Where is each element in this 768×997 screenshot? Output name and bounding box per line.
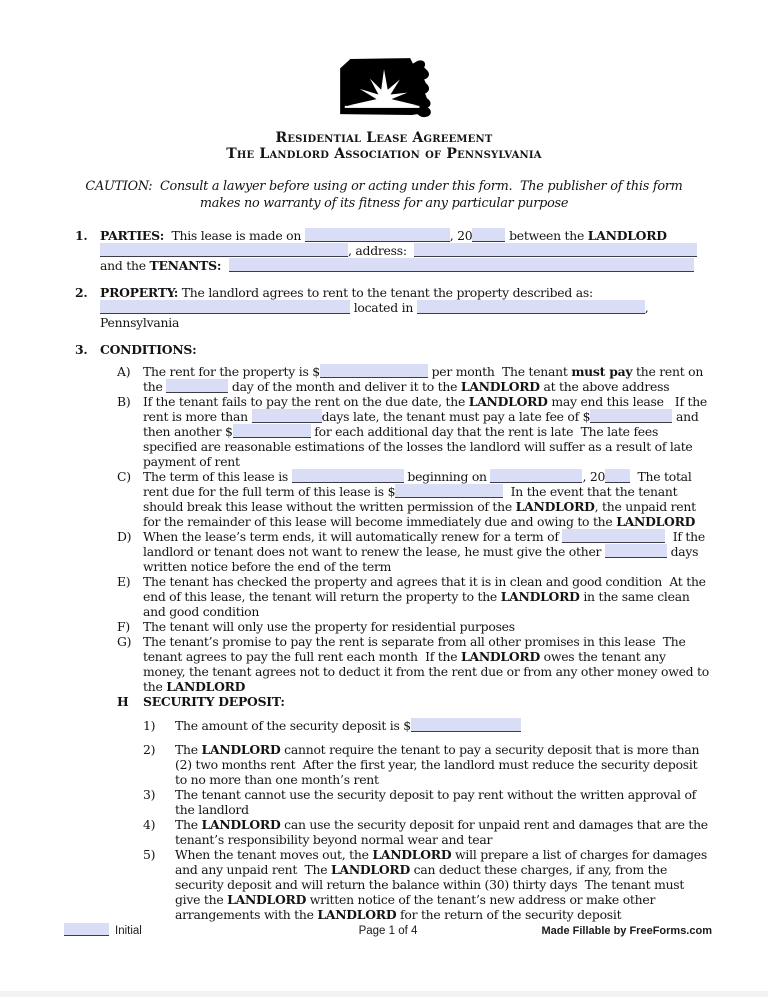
fill-field[interactable] — [292, 469, 404, 483]
fill-field[interactable] — [605, 544, 667, 558]
item-marker: A) — [117, 364, 131, 379]
text-run: LANDLORD — [201, 817, 281, 832]
fill-field[interactable] — [411, 718, 521, 732]
text-run: days late, the tenant must pay a late fee of $ — [321, 409, 591, 424]
text-run — [221, 258, 228, 273]
parties-paragraph — [100, 228, 710, 273]
caution-text: CAUTION: Consult a lawyer before using or acting under this form. The publisher of this form makes no warranty of its fitness for any particular purpose — [85, 179, 687, 211]
fill-field[interactable] — [395, 484, 503, 498]
text-run: If the tenant fails to pay the rent on the due date, the — [143, 394, 469, 409]
text-run: LANDLORD — [317, 907, 397, 922]
text-run: The term of this lease is — [143, 469, 292, 484]
item-marker: 5) — [143, 847, 156, 862]
item-marker: G) — [117, 634, 132, 649]
text-run: PARTIES: — [100, 228, 165, 243]
item-marker: D) — [117, 529, 132, 544]
subitem-text — [175, 718, 521, 733]
item-marker: F) — [117, 619, 130, 634]
text-run: LANDLORD — [500, 589, 580, 604]
text-run: cannot require the tenant to pay a security deposit that is more than (2) two months rent After the first year, the landlord must reduce the security deposit to no more than one month’s rent — [175, 742, 703, 787]
item-marker: C) — [117, 469, 131, 484]
condition-text — [143, 529, 710, 574]
item-marker: 2) — [143, 742, 156, 757]
condition-item-c — [100, 469, 710, 529]
footer-initial-area — [64, 923, 280, 939]
condition-text — [143, 619, 515, 634]
text-run: LANDLORD — [201, 742, 281, 757]
text-run: days written notice before the end of the term — [143, 544, 702, 574]
condition-text — [143, 364, 710, 394]
subitem-text — [175, 847, 710, 922]
item-marker: H — [117, 694, 129, 709]
condition-item-b — [100, 394, 710, 469]
text-run: LANDLORD — [460, 379, 540, 394]
text-run: If the landlord or tenant does not want to renew the lease, he must give the other — [143, 529, 709, 559]
text-run: TENANTS: — [149, 258, 222, 273]
text-run: When the tenant moves out, the — [175, 847, 373, 862]
text-run: may end this lease If the rent is more than — [143, 394, 711, 424]
text-run: When the lease’s term ends, it will automatically renew for a term of — [143, 529, 563, 544]
initial-fill-field[interactable] — [64, 923, 109, 936]
section-number: 2. — [75, 285, 88, 300]
text-run: LANDLORD — [515, 499, 595, 514]
subitem-text — [175, 742, 710, 787]
condition-text — [143, 634, 713, 694]
text-run: LANDLORD — [372, 847, 452, 862]
text-run: The landlord agrees to rent to the tenant the property described as: — [178, 285, 597, 300]
subitem-text — [175, 787, 710, 817]
security-deposit-item-4 — [100, 817, 710, 847]
text-run: located in — [350, 300, 417, 315]
condition-item-e — [100, 574, 710, 619]
text-run: The tenant’s promise to pay the rent is separate from all other promises in this lease The tenant agrees to pay the full rent each month If the — [143, 634, 690, 664]
security-deposit-item-1 — [100, 718, 710, 733]
text-run: , address: — [348, 243, 415, 258]
section-property — [75, 285, 710, 330]
fill-field[interactable] — [414, 243, 697, 257]
fill-field[interactable] — [100, 300, 350, 314]
fill-field[interactable] — [305, 228, 450, 242]
text-run: SECURITY DEPOSIT: — [143, 694, 285, 709]
condition-text — [143, 694, 285, 709]
fill-field[interactable] — [320, 364, 428, 378]
text-run: for the return of the security deposit — [396, 907, 622, 922]
text-run: , 20 — [449, 228, 473, 243]
text-run: in the same clean and good condition — [143, 589, 694, 619]
condition-item-a — [100, 364, 710, 394]
security-deposit-item-3 — [100, 787, 710, 817]
section-conditions — [75, 342, 713, 922]
document-body — [0, 228, 768, 922]
text-run: owes the tenant any money, the tenant agrees not to deduct it from the rent due or from any other money owed to the — [143, 649, 713, 694]
text-run: can use the security deposit for unpaid rent and damages that are the tenant’s responsibility beyond normal wear and tear — [175, 817, 712, 847]
text-run: , the unpaid rent for the remainder of this lease will become immediately due and owing to the — [143, 499, 700, 529]
item-marker: B) — [117, 394, 131, 409]
condition-text — [143, 574, 710, 619]
text-run: LANDLORD — [227, 892, 307, 907]
text-run: In the event that the tenant should break this lease without the written permission of the — [143, 484, 682, 514]
conditions-title: CONDITIONS: — [100, 342, 197, 357]
text-run: PROPERTY: — [100, 285, 179, 300]
text-run: and the — [100, 243, 701, 273]
fill-field[interactable] — [252, 409, 322, 423]
fill-field[interactable] — [490, 469, 582, 483]
fill-field[interactable] — [472, 228, 505, 242]
property-paragraph — [100, 285, 710, 330]
fill-field[interactable] — [605, 469, 630, 483]
condition-item-h-security-deposit — [100, 694, 710, 709]
subitem-text — [175, 817, 710, 847]
page-footer — [64, 923, 712, 939]
text-run: the rent on the — [143, 364, 707, 394]
security-deposit-item-5 — [100, 847, 710, 922]
text-run: for each additional day that the rent is late The late fees specified are reasonable estimations of the losses the landlord will suffer as a result of late payment of rent — [143, 424, 697, 469]
condition-item-g — [100, 634, 713, 694]
fill-field[interactable] — [562, 529, 665, 543]
text-run: LANDLORD — [468, 394, 548, 409]
section-number: 3. — [75, 342, 88, 357]
text-run: This lease is made on — [164, 228, 305, 243]
title-block — [0, 130, 768, 162]
item-marker: E) — [117, 574, 131, 589]
text-run: can deduct these charges, if any, from the security deposit and will return the balance within (30) thirty days The tenant must give the — [175, 862, 688, 907]
pennsylvania-state-logo-icon — [328, 52, 440, 122]
fill-field[interactable] — [417, 300, 645, 314]
text-run: and then another $ — [143, 409, 703, 439]
fill-field[interactable] — [229, 258, 694, 272]
document-title-line2: The Landlord Association of Pennsylvania — [226, 146, 542, 162]
text-run: between the — [505, 228, 588, 243]
text-run: day of the month and deliver it to the — [228, 379, 461, 394]
text-run: , Pennsylvania — [100, 300, 653, 330]
text-run: written notice of the tenant’s new address or make other arrangements with the — [175, 892, 659, 922]
text-run: must pay — [571, 364, 633, 379]
text-run: The — [175, 817, 202, 832]
text-run: LANDLORD — [166, 679, 246, 694]
text-run: The amount of the security deposit is $ — [175, 718, 411, 733]
initial-label: Initial — [115, 925, 142, 937]
text-run: per month The tenant — [427, 364, 572, 379]
condition-item-f — [100, 619, 710, 634]
item-marker: 3) — [143, 787, 156, 802]
text-run: at the above address — [539, 379, 670, 394]
text-run: The tenant will only use the property for residential purposes — [143, 619, 515, 634]
condition-text — [143, 469, 710, 529]
section-parties — [75, 228, 710, 273]
text-run: will prepare a list of charges for damages and any unpaid rent The — [175, 847, 711, 877]
text-run: beginning on — [403, 469, 491, 484]
text-run: LANDLORD — [587, 228, 667, 243]
item-marker: 4) — [143, 817, 156, 832]
condition-text — [143, 394, 710, 469]
fill-field[interactable] — [590, 409, 672, 423]
text-run: The tenant has checked the property and agrees that it is in clean and good condition At the end of this lease, the tenant will return the property to the — [143, 574, 710, 604]
text-run — [667, 228, 671, 243]
text-run: LANDLORD — [461, 649, 540, 664]
fill-field[interactable] — [166, 379, 228, 393]
page-bottom-edge — [0, 991, 768, 997]
security-deposit-item-2 — [100, 742, 710, 787]
text-run: The rent for the property is $ — [143, 364, 320, 379]
text-run: , 20 — [582, 469, 606, 484]
document-title-line1: Residential Lease Agreement — [275, 130, 493, 146]
text-run: The total rent due for the full term of this lease is $ — [143, 469, 696, 499]
section-number: 1. — [75, 228, 88, 243]
fill-field[interactable] — [233, 424, 311, 438]
text-run: LANDLORD — [616, 514, 696, 529]
text-run: LANDLORD — [331, 862, 410, 877]
text-run: The — [175, 742, 202, 757]
item-marker: 1) — [143, 718, 156, 733]
fill-field[interactable] — [100, 243, 348, 257]
condition-item-d — [100, 529, 710, 574]
text-run: The tenant cannot use the security deposit to pay rent without the written approval of the landlord — [175, 787, 700, 817]
page-number: Page 1 of 4 — [358, 925, 418, 937]
footer-credit: Made Fillable by FreeForms.com — [541, 925, 712, 937]
